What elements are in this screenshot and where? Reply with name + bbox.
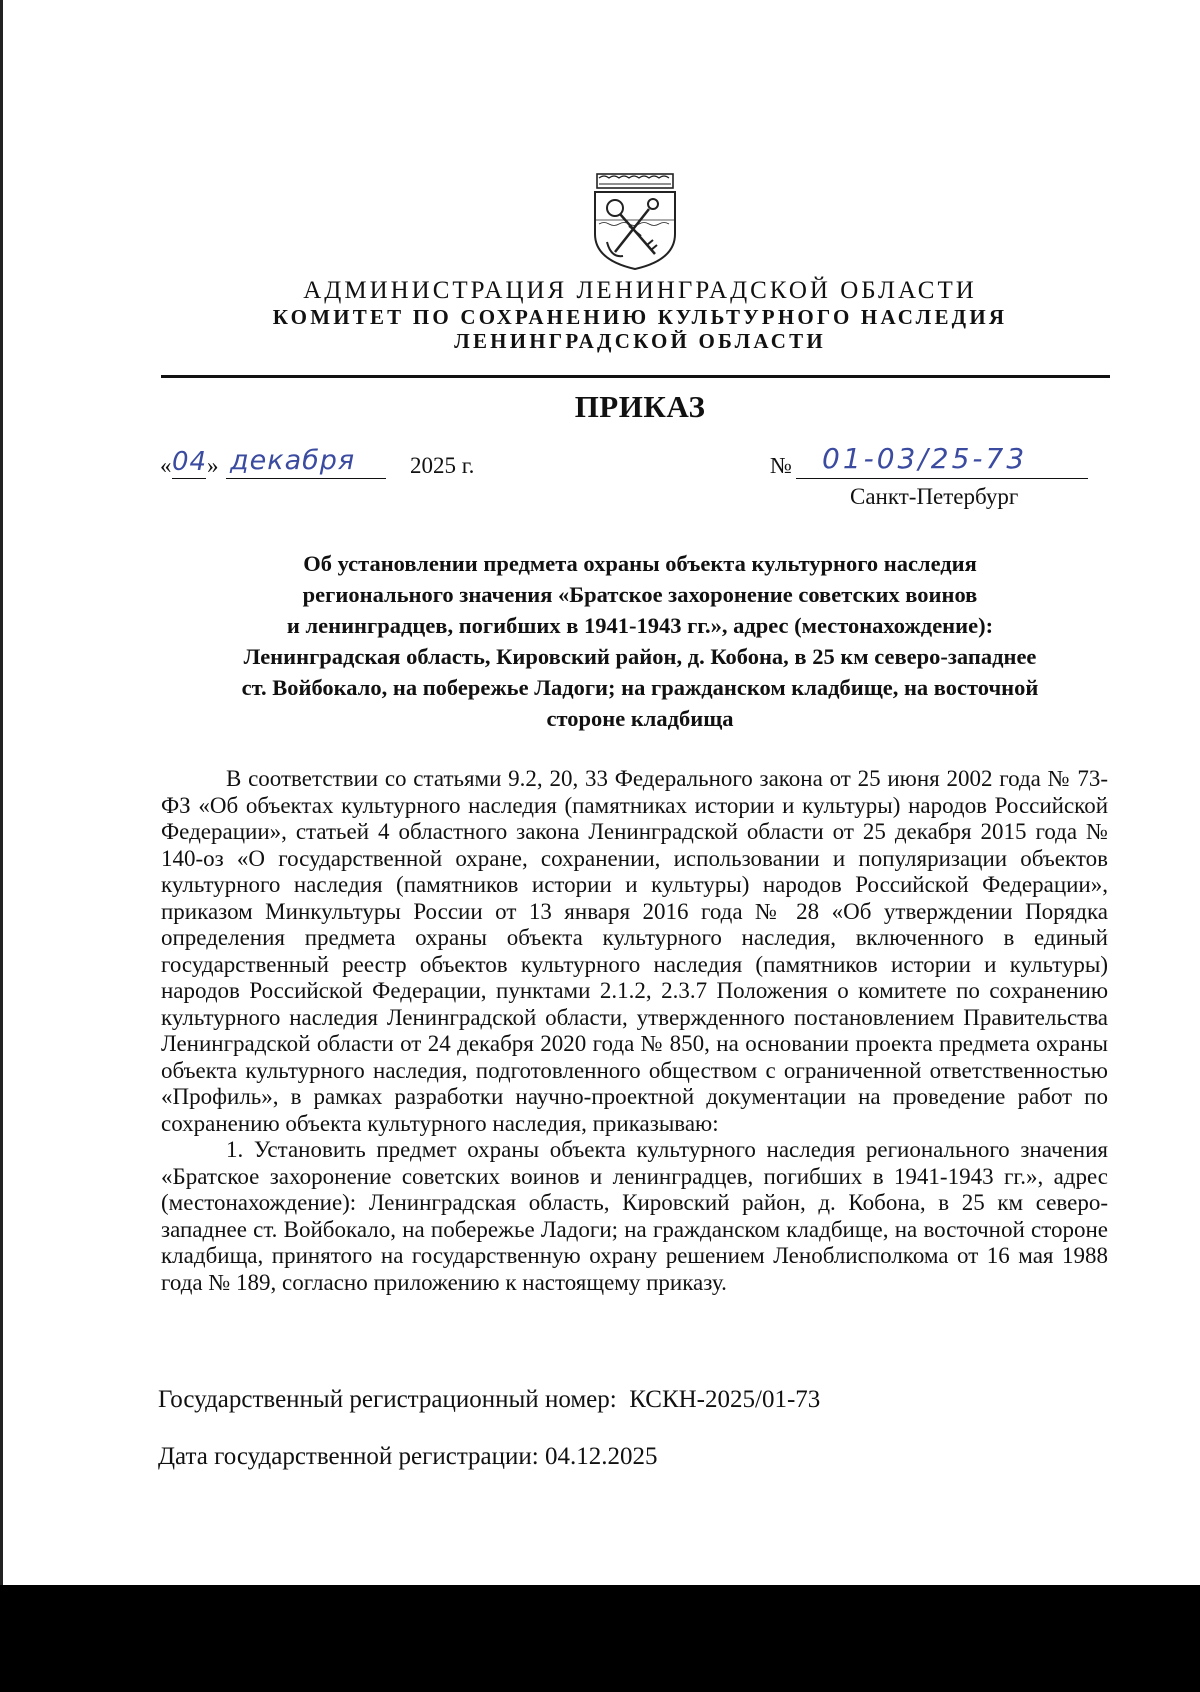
registration-date-value: 04.12.2025 <box>545 1443 658 1470</box>
date-month-handwritten: декабря <box>230 445 356 476</box>
subject-line: стороне кладбища <box>546 706 734 731</box>
registration-number <box>158 1386 820 1414</box>
coat-of-arms-icon <box>589 172 681 272</box>
date-year: 2025 г. <box>410 453 475 478</box>
preamble-paragraph: В соответствии со статьями 9.2, 20, 33 Федерального закона от 25 июня 2002 года № 73-ФЗ «Об объектах культурного наследия (памятниках истории и культуры) народов Российской Федерации», статьей 4 областного закона Ленинградской области от 25 декабря 2015 года № 140-оз «О государственной охране, сохранении, использовании и популяризации объектов культурного наследия (памятников истории и культуры) народов Российской Федерации», приказом Минкультуры России от 13 января 2016 года № 28 «Об утверждении Порядка определения предмета охраны объекта культурного наследия, включенного в единый государственный реестр объектов культурного наследия (памятников истории и культуры) народов Российской Федерации, пунктами 2.1.2, 2.3.7 Положения о комитете по сохранению культурного наследия Ленинградской области, утвержденного постановлением Правительства Ленинградской области от 24 декабря 2020 года № 850, на основании проекта предмета охраны объекта культурного наследия, подготовленного обществом с ограниченной ответственностью «Профиль», в рамках разработки научно-проектной документации на проведение работ по сохранению объекта культурного наследия, приказываю: <box>161 766 1108 1136</box>
scan-bottom-band <box>0 1585 1200 1692</box>
subject-line: регионального значения «Братское захоронение советских воинов <box>302 582 978 607</box>
region-heading: ЛЕНИНГРАДСКОЙ ОБЛАСТИ <box>454 329 826 353</box>
day-underline <box>172 478 206 479</box>
scan-edge <box>0 0 3 1600</box>
date-day-handwritten: 04 <box>172 447 208 477</box>
order-item-1: 1. Установить предмет охраны объекта культурного наследия регионального значения «Братское захоронение советских воинов и ленинградцев, погибших в 1941-1943 гг.», адрес (местонахождение): Ленинградская область, Кировский район, д. Кобона, в 25 км северо-западнее ст. Войбокало, на побережье Ладоги; на гражданском кладбище, на восточной стороне кладбища, принятого на государственную охрану решением Леноблисполкома от 16 мая 1988 года № 189, согласно приложению к настоящему приказу. <box>161 1137 1108 1295</box>
registration-date-label: Дата государственной регистрации: <box>158 1443 539 1470</box>
registration-number-value: КСКН-2025/01-73 <box>629 1386 821 1413</box>
date-open-quote: « <box>160 453 172 478</box>
number-sign: № <box>770 453 792 478</box>
city-name: Санкт-Петербург <box>850 484 1019 509</box>
committee-heading: КОМИТЕТ ПО СОХРАНЕНИЮ КУЛЬТУРНОГО НАСЛЕДИЯ <box>272 305 1008 329</box>
header-divider <box>161 375 1110 378</box>
order-number <box>770 442 1110 485</box>
document-type-title: ПРИКАЗ <box>574 389 706 424</box>
registration-number-label: Государственный регистрационный номер: <box>158 1386 617 1413</box>
number-handwritten: 01-03/25-73 <box>822 442 1028 475</box>
order-date <box>160 445 520 485</box>
administration-heading: АДМИНИСТРАЦИЯ ЛЕНИНГРАДСКОЙ ОБЛАСТИ <box>303 277 977 304</box>
order-subject <box>160 548 1120 734</box>
month-underline <box>226 478 386 479</box>
number-underline <box>796 478 1088 479</box>
subject-line: и ленинградцев, погибших в 1941-1943 гг.», адрес (местонахождение): <box>286 613 994 638</box>
order-body <box>161 766 1108 1296</box>
subject-line: Ленинградская область, Кировский район, д. Кобона, в 25 км северо-западнее <box>243 644 1037 669</box>
registration-date <box>158 1443 658 1471</box>
subject-line: ст. Войбокало, на побережье Ладоги; на гражданском кладбище, на восточной <box>241 675 1039 700</box>
date-close-quote: » <box>207 453 219 478</box>
subject-line: Об установлении предмета охраны объекта культурного наследия <box>303 551 977 576</box>
